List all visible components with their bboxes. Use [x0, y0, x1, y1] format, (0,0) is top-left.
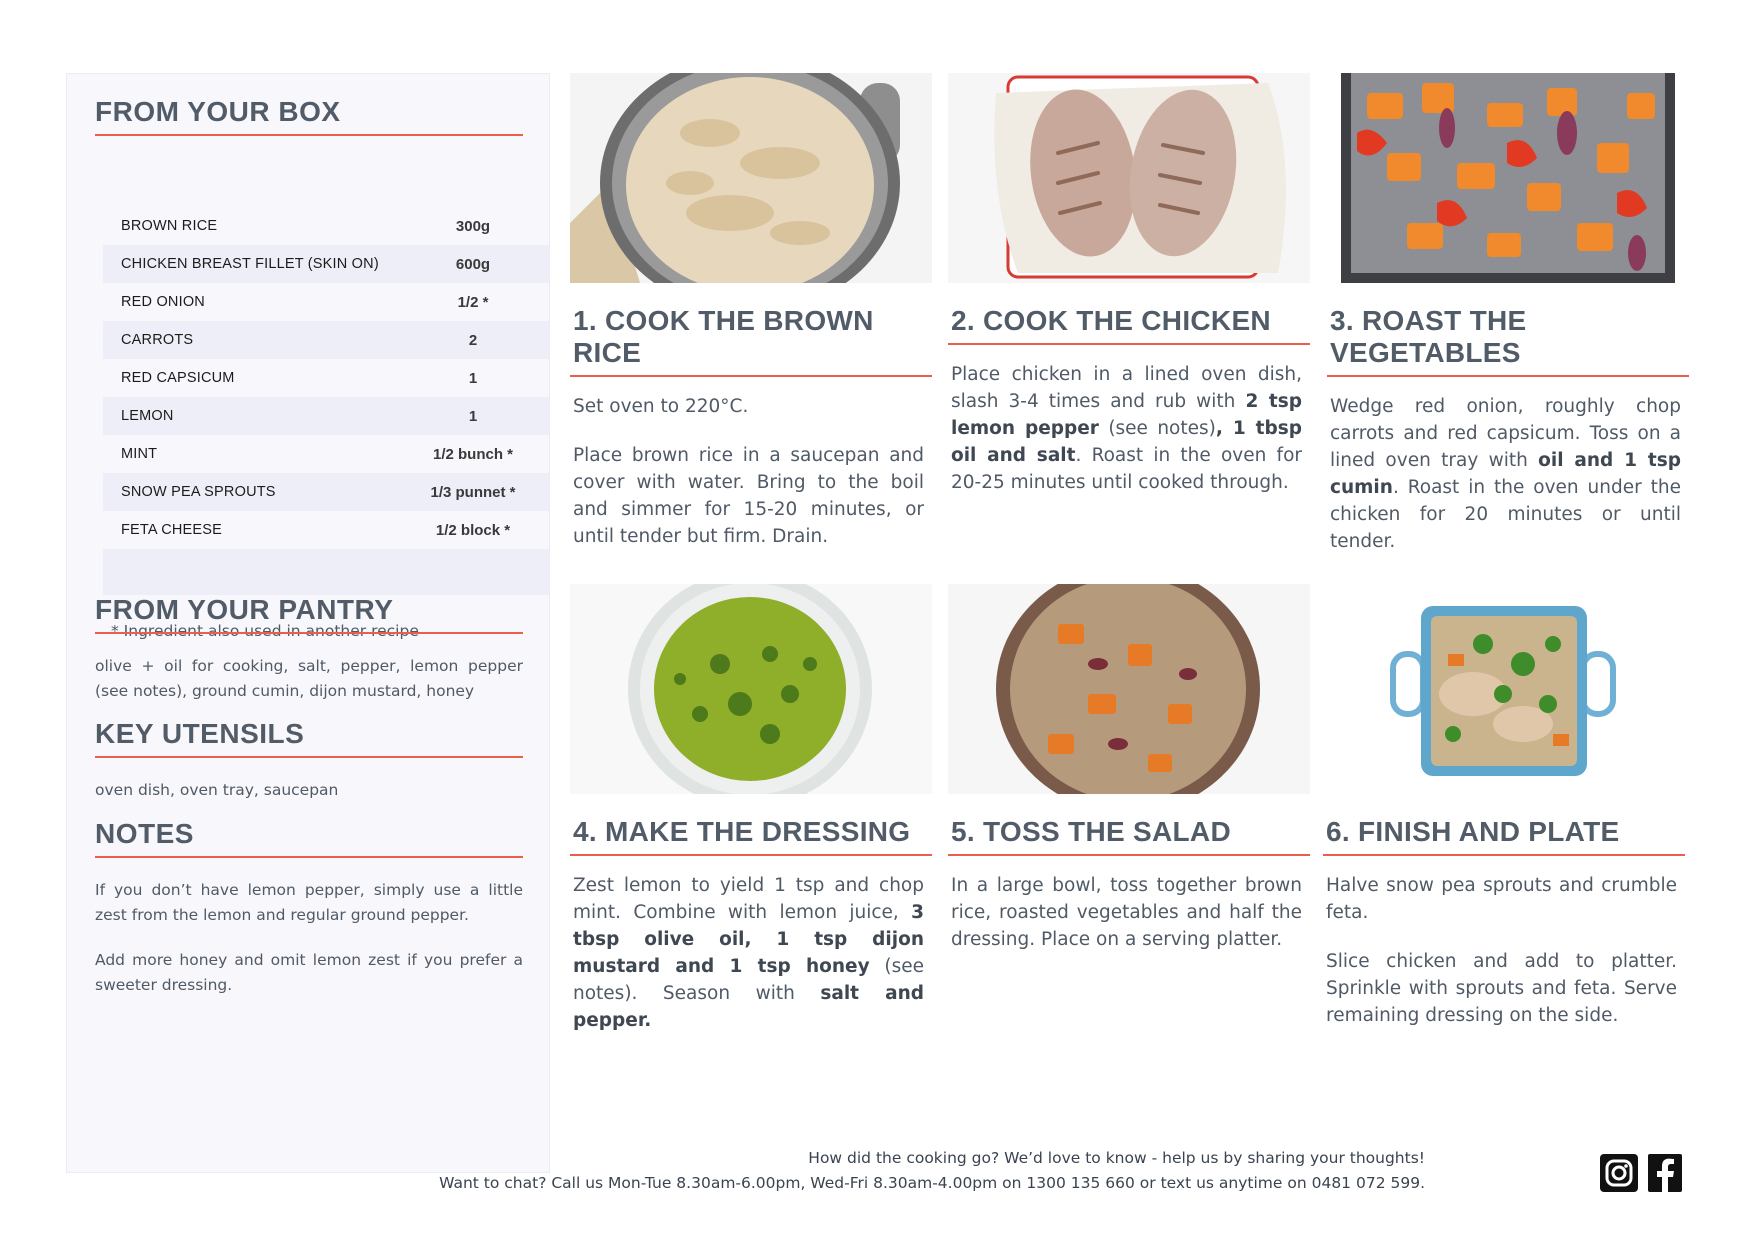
key-utensils-heading: KEY UTENSILS [95, 718, 523, 758]
feedback-footer [439, 1146, 1425, 1196]
step-title: 5. TOSS THE SALAD [948, 816, 1310, 856]
step-paragraph: Set oven to 220°C. [573, 396, 749, 417]
step-title: 4. MAKE THE DRESSING [570, 816, 932, 856]
ingredient-row [103, 511, 549, 549]
step-5 [948, 584, 1310, 975]
ingredient-qty: 600g [455, 255, 491, 273]
ingredient-row-empty [103, 549, 549, 595]
ingredient-row [103, 359, 549, 397]
ingredients-table [103, 207, 549, 595]
step-body [948, 345, 1310, 496]
step-3 [1327, 73, 1689, 577]
from-your-pantry-heading: FROM YOUR PANTRY [95, 594, 523, 634]
ingredient-qty: 300g [455, 217, 491, 235]
from-your-box-heading: FROM YOUR BOX [95, 96, 523, 136]
feedback-line: How did the cooking go? We’d love to know - help us by sharing your thoughts! [808, 1149, 1425, 1167]
step-body [1327, 377, 1689, 555]
step-1 [570, 73, 932, 572]
ingredient-name: BROWN RICE [121, 218, 218, 234]
toss-salad-image [948, 584, 1310, 794]
ingredients-sidebar [66, 73, 550, 1173]
step-paragraph: Slice chicken and add to platter. Sprinkle with sprouts and feta. Serve remaining dressing on the side. [1326, 951, 1677, 1026]
pantry-list: olive + oil for cooking, salt, pepper, lemon pepper (see notes), ground cumin, dijon mustard, honey [95, 657, 523, 700]
step-2 [948, 73, 1310, 518]
notes-heading: NOTES [95, 818, 523, 858]
ingredient-row [103, 321, 549, 359]
ingredient-row [103, 397, 549, 435]
ingredient-row [103, 473, 549, 511]
ingredient-name: CHICKEN BREAST FILLET (SKIN ON) [121, 256, 379, 272]
ingredient-qty: 1/3 punnet * [430, 483, 516, 501]
chicken-image [948, 73, 1310, 283]
ingredient-name: RED ONION [121, 294, 205, 310]
facebook-icon[interactable] [1648, 1154, 1682, 1192]
dressing-image [570, 584, 932, 794]
utensils-list: oven dish, oven tray, saucepan [95, 781, 339, 799]
step-paragraph: Zest lemon to yield 1 tsp and chop mint. Combine with lemon juice, 3 tbsp olive oil, 1 tsp dijon mustard and 1 tsp honey (see notes). Season with salt and pepper. [573, 875, 924, 1031]
step-paragraph: Place brown rice in a saucepan and cover with water. Bring to the boil and simmer for 15-20 minutes, or until tender but firm. Drain. [573, 445, 924, 547]
ingredient-qty: 1 [468, 369, 478, 387]
step-title: 6. FINISH AND PLATE [1323, 816, 1685, 856]
ingredient-name: RED CAPSICUM [121, 370, 235, 386]
notes-paragraph: If you don’t have lemon pepper, simply use a little zest from the lemon and regular ground pepper. [95, 881, 523, 924]
ingredient-row [103, 245, 549, 283]
ingredient-qty: 1/2 * [457, 293, 489, 311]
step-body [948, 856, 1310, 953]
step-paragraph: Wedge red onion, roughly chop carrots and red capsicum. Toss on a lined oven tray with oil and 1 tsp cumin. Roast in the oven under the chicken for 20 minutes or until tender. [1330, 396, 1682, 552]
step-title: 1. COOK THE BROWN RICE [570, 305, 932, 377]
step-6 [1323, 584, 1685, 1051]
contact-line: Want to chat? Call us Mon-Tue 8.30am-6.00pm, Wed-Fri 8.30am-4.00pm on 1300 135 660 or text us anytime on 0481 072 599. [439, 1174, 1425, 1192]
step-paragraph: Halve snow pea sprouts and crumble feta. [1326, 875, 1677, 923]
ingredient-name: MINT [121, 446, 158, 462]
ingredient-row [103, 283, 549, 321]
finished-plate-image [1323, 584, 1685, 794]
ingredient-name: SNOW PEA SPROUTS [121, 484, 276, 500]
step-body [570, 856, 932, 1034]
step-title: 2. COOK THE CHICKEN [948, 305, 1310, 345]
ingredient-row [103, 435, 549, 473]
step-body [570, 377, 932, 550]
ingredient-qty: 1/2 bunch * [432, 445, 514, 463]
ingredient-qty: 1 [468, 407, 478, 425]
ingredient-name: LEMON [121, 408, 174, 424]
step-title: 3. ROAST THE VEGETABLES [1327, 305, 1689, 377]
notes-paragraph: Add more honey and omit lemon zest if you prefer a sweeter dressing. [95, 951, 523, 994]
ingredient-name: CARROTS [121, 332, 194, 348]
ingredient-footnote: * Ingredient also used in another recipe [111, 622, 419, 640]
instagram-icon[interactable] [1600, 1154, 1638, 1192]
step-4 [570, 584, 932, 1056]
step-body [1323, 856, 1685, 1029]
ingredient-qty: 2 [468, 331, 478, 349]
ingredient-qty: 1/2 block * [435, 521, 511, 539]
step-paragraph: In a large bowl, toss together brown rice, roasted vegetables and half the dressing. Place on a serving platter. [951, 875, 1302, 950]
step-paragraph: Place chicken in a lined oven dish, slash 3-4 times and rub with 2 tsp lemon pepper (see notes), 1 tbsp oil and salt. Roast in the oven for 20-25 minutes until cooked through. [951, 364, 1303, 493]
brown-rice-image [570, 73, 932, 283]
ingredient-name: FETA CHEESE [121, 522, 223, 538]
roast-vegetables-image [1327, 73, 1689, 283]
ingredient-row [103, 207, 549, 245]
